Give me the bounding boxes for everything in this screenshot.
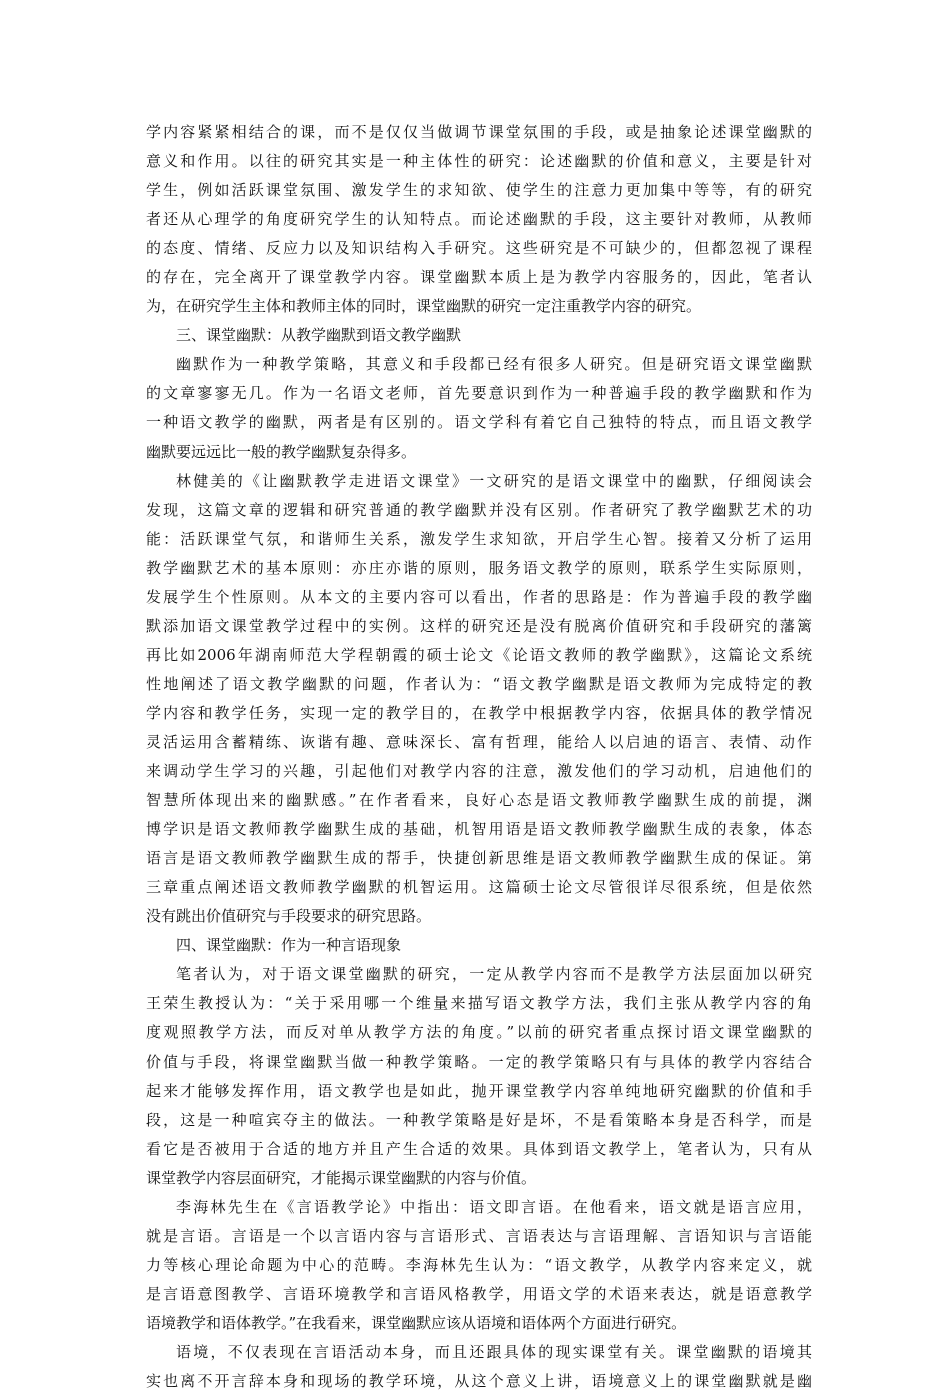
text-line: 智慧所体现出来的幽默感。”在作者看来，良好心态是语文教师教学幽默生成的前提，渊	[146, 791, 812, 810]
text-line: 意义和作用。以往的研究其实是一种主体性的研究：论述幽默的价值和意义，主要是针对	[146, 152, 812, 171]
text-line: 一种语文教学的幽默，两者是有区别的。语文学科有着它自己独特的特点，而且语文教学	[146, 413, 812, 432]
text-line: 就是言语。言语是一个以言语内容与言语形式、言语表达与言语理解、言语知识与言语能	[146, 1226, 812, 1245]
text-line: 林健美的《让幽默教学走进语文课堂》一文研究的是语文课堂中的幽默，仔细阅读会	[176, 471, 812, 490]
text-line: 语言是语文教师教学幽默生成的帮手，快捷创新思维是语文教师教学幽默生成的保证。第	[146, 849, 812, 868]
text-line: 默添加语文课堂教学过程中的实例。这样的研究还是没有脱离价值研究和手段研究的藩篱	[146, 616, 812, 635]
text-line: 性地阐述了语文教学幽默的问题，作者认为：“语文教学幽默是语文教师为完成特定的教	[146, 674, 812, 693]
text-line: 王荣生教授认为：“关于采用哪一个维量来描写语文教学方法，我们主张从教学内容的角	[146, 994, 812, 1013]
text-line: 起来才能够发挥作用，语文教学也是如此，抛开课堂教学内容单纯地研究幽默的价值和手	[146, 1081, 812, 1100]
text-line: 看它是否被用于合适的地方并且产生合适的效果。具体到语文教学上，笔者认为，只有从	[146, 1139, 812, 1158]
text-line: 博学识是语文教师教学幽默生成的基础，机智用语是语文教师教学幽默生成的表象，体态	[146, 820, 812, 839]
text-line: 学内容和教学任务，实现一定的教学目的，在教学中根据教学内容，依据具体的教学情况	[146, 703, 812, 722]
text-line: 的态度、情绪、反应力以及知识结构入手研究。这些研究是不可缺少的，但都忽视了课程	[146, 239, 812, 258]
text-line: 力等核心理论命题为中心的范畴。李海林先生认为：“语文教学，从教学内容来定义，就	[146, 1255, 812, 1274]
text-line: 度观照教学方法，而反对单从教学方法的角度。”以前的研究者重点探讨语文课堂幽默的	[146, 1023, 812, 1042]
text-line: 来调动学生学习的兴趣，引起他们对教学内容的注意，激发他们的学习动机，启迪他们的	[146, 762, 812, 781]
text-line: 没有跳出价值研究与手段要求的研究思路。	[146, 907, 432, 926]
text-line: 是言语意图教学、言语环境教学和言语风格教学，用语文学的术语来表达，就是语意教学	[146, 1284, 812, 1303]
text-line: 能：活跃课堂气氛，和谐师生关系，激发学生求知欲，开启学生心智。接着又分析了运用	[146, 529, 812, 548]
text-line: 的存在，完全离开了课堂教学内容。课堂幽默本质上是为教学内容服务的，因此，笔者认	[146, 268, 812, 287]
text-line: 教学幽默艺术的基本原则：亦庄亦谐的原则，服务语文教学的原则，联系学生实际原则，	[146, 558, 812, 577]
text-line: 段，这是一种喧宾夺主的做法。一种教学策略是好是坏，不是看策略本身是否科学，而是	[146, 1110, 812, 1129]
text-line: 幽默要远远比一般的教学幽默复杂得多。	[146, 442, 417, 461]
text-line: 四、课堂幽默：作为一种言语现象	[176, 936, 402, 955]
text-line: 课堂教学内容层面研究，才能揭示课堂幽默的内容与价值。	[146, 1168, 537, 1187]
text-line: 学内容紧紧相结合的课，而不是仅仅当做调节课堂氛围的手段，或是抽象论述课堂幽默的	[146, 123, 812, 141]
text-line: 语境教学和语体教学。”在我看来，课堂幽默应该从语境和语体两个方面进行研究。	[146, 1313, 687, 1332]
text-line: 再比如2006年湖南师范大学程朝霞的硕士论文《论语文教师的教学幽默》，这篇论文系统	[146, 645, 812, 664]
document-page	[146, 118, 812, 1396]
text-line: 发现，这篇文章的逻辑和研究普通的教学幽默并没有区别。作者研究了教学幽默艺术的功	[146, 500, 812, 519]
text-line: 者还从心理学的角度研究学生的认知特点。而论述幽默的手段，这主要针对教师，从教师	[146, 210, 812, 229]
text-line: 为，在研究学生主体和教师主体的同时，课堂幽默的研究一定注重教学内容的研究。	[146, 297, 702, 316]
text-line: 李海林先生在《言语教学论》中指出：语文即言语。在他看来，语文就是语言应用，	[176, 1197, 812, 1216]
text-line: 三章重点阐述语文教师教学幽默的机智运用。这篇硕士论文尽管很详尽很系统，但是依然	[146, 878, 812, 897]
text-line: 价值与手段，将课堂幽默当做一种教学策略。一定的教学策略只有与具体的教学内容结合	[146, 1052, 812, 1071]
text-line: 笔者认为，对于语文课堂幽默的研究，一定从教学内容而不是教学方法层面加以研究	[176, 965, 812, 984]
text-line: 语境，不仅表现在言语活动本身，而且还跟具体的现实课堂有关。课堂幽默的语境其	[176, 1342, 812, 1361]
text-line: 实也离不开言辞本身和现场的教学环境，从这个意义上讲，语境意义上的课堂幽默就是幽	[146, 1372, 812, 1391]
text-line: 发展学生个性原则。从本文的主要内容可以看出，作者的思路是：作为普遍手段的教学幽	[146, 587, 812, 606]
text-line: 三、课堂幽默：从教学幽默到语文教学幽默	[176, 326, 462, 345]
text-line: 学生，例如活跃课堂氛围、激发学生的求知欲、使学生的注意力更加集中等等，有的研究	[146, 181, 812, 200]
text-line: 幽默作为一种教学策略，其意义和手段都已经有很多人研究。但是研究语文课堂幽默	[176, 355, 812, 374]
text-line: 灵活运用含蓄精练、诙谐有趣、意味深长、富有哲理，能给人以启迪的语言、表情、动作	[146, 732, 812, 751]
text-line: 的文章寥寥无几。作为一名语文老师，首先要意识到作为一种普遍手段的教学幽默和作为	[146, 384, 812, 403]
